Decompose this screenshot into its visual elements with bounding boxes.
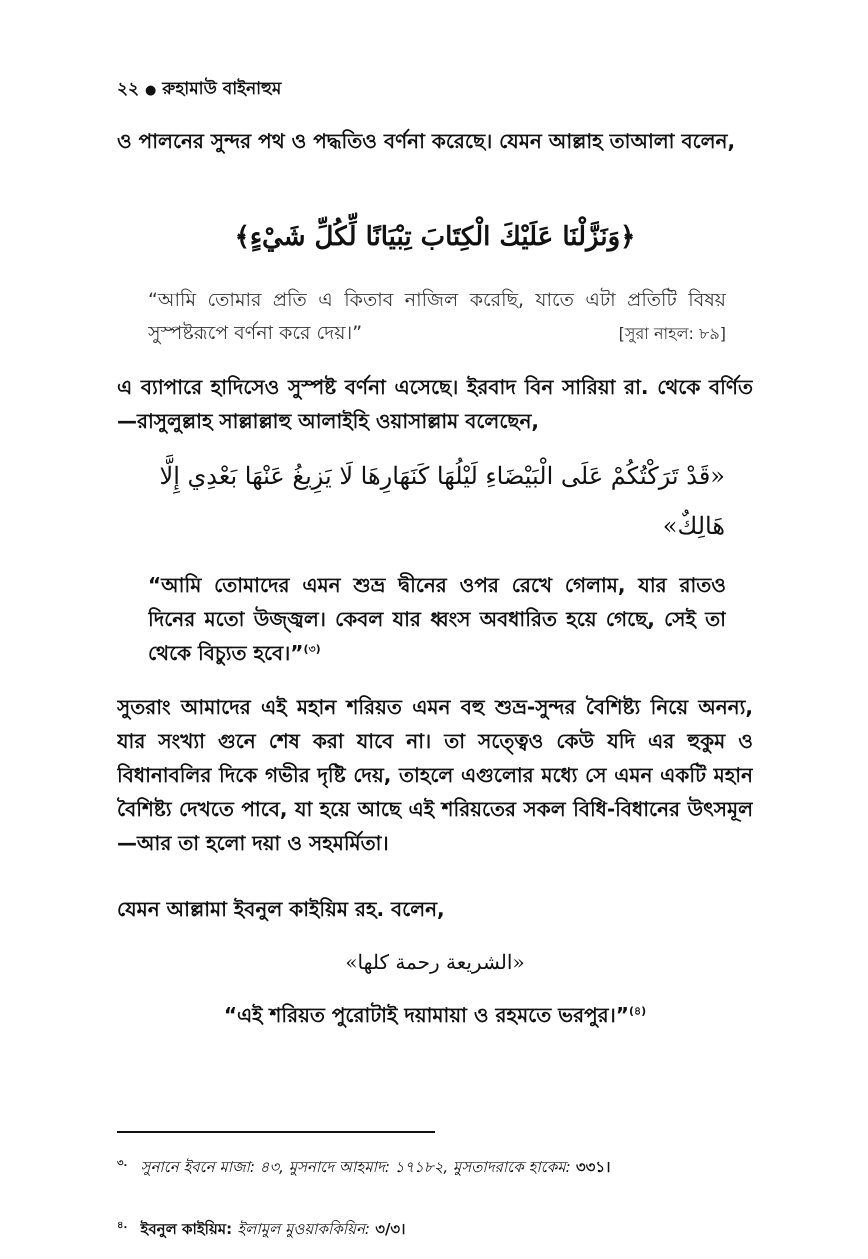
hadith-translation	[148, 568, 726, 672]
footnote-4-end: ৩/৩।	[375, 1220, 406, 1238]
quran-ayah-arabic: ﴿وَنَزَّلْنَا عَلَيْكَ الْكِتَابَ تِبْيَانًا لِّكُلِّ شَيْءٍ﴾	[234, 222, 636, 252]
footnote-divider	[117, 1131, 435, 1133]
ibn-qayyim-arabic-quote: «الشريعة رحمة كلها»	[345, 950, 525, 974]
footnote-3	[117, 1150, 753, 1208]
footnote-ref-4: (৪)	[628, 1004, 647, 1018]
footnote-4-author: ইবনুল কাইয়িম:	[140, 1220, 233, 1238]
paragraph-intro: ও পালনের সুন্দর পথ ও পদ্ধতিও বর্ণনা করেছে। যেমন আল্লাহ তাআলা বলেন,	[117, 129, 736, 153]
ayah-reference: [সুরা নাহল: ৮৯]	[618, 324, 726, 343]
footnote-3-number: ৩.	[117, 1158, 128, 1169]
ayah-translation	[148, 284, 726, 350]
paragraph-hadith-intro: এ ব্যাপারে হাদিসেও সুস্পষ্ট বর্ণনা এসেছে। ইরবাদ বিন সারিয়া রা. থেকে বর্ণিত—রাসুলুল্লাহ সাল্লাল্লাহু আলাইহি ওয়াসাল্লাম বলেছেন,	[117, 375, 753, 433]
ibn-qayyim-translation-text: “এই শরিয়ত পুরোটাই দয়ামায়া ও রহমতে ভরপুর।”	[223, 1003, 629, 1027]
running-header	[117, 76, 281, 104]
footnote-4-book: ইলামুল মুওয়াককিয়িন:	[237, 1220, 370, 1238]
ibn-qayyim-translation	[117, 998, 753, 1034]
footnote-ref-3: (৩)	[303, 642, 321, 656]
hadith-arabic-line1: «قَدْ تَرَكْتُكُمْ عَلَى الْبَيْضَاءِ لَيْلُهَا كَنَهَارِهَا لَا يَزِيغُ عَنْهَا بَعْدِي إِلَّا	[159, 462, 725, 490]
page-number: ২২	[117, 79, 140, 99]
footnote-4	[117, 1212, 753, 1242]
hadith-arabic-line2: هَالِكٌ»	[662, 512, 725, 540]
paragraph-ibn-qayyim: যেমন আল্লামা ইবনুল কাইয়িম রহ. বলেন,	[117, 897, 445, 921]
footnote-3-end: ৩৩১।	[575, 1158, 611, 1176]
footnote-3-sources: সুনানে ইবনে মাজা: ৪৩, মুসনাদে আহমাদ: ১৭১৮২, মুসতাদরাকে হাকেম:	[140, 1158, 571, 1176]
hadith-translation-text: “আমি তোমাদের এমন শুভ্র দ্বীনের ওপর রেখে গেলাম, যার রাতও দিনের মতো উজ্জ্বল। কেবল যার ধ্বংস অবধারিত হয়ে গেছে, সেই তা থেকে বিচ্যুত হবে।”	[148, 573, 726, 665]
paragraph-sharia-features: সুতরাং আমাদের এই মহান শরিয়ত এমন বহু শুভ্র-সুন্দর বৈশিষ্ট্য নিয়ে অনন্য, যার সংখ্যা গুনে শেষ করা যাবে না। তা সত্ত্বেও কেউ যদি এর হুকুম ও বিধানাবলির দিকে গভীর দৃষ্টি দেয়, তাহলে এগুলোর মধ্যে সে এমন একটি মহান বৈশিষ্ট্য দেখতে পাবে, যা হয়ে আছে এই শরিয়তের সকল বিধি-বিধানের উৎসমূল—আর তা হলো দয়া ও সহমর্মিতা।	[117, 695, 753, 855]
footnote-4-number: ৪.	[117, 1220, 128, 1231]
book-title: রুহামাউ বাইনাহুম	[162, 79, 282, 99]
ayah-translation-text: “আমি তোমার প্রতি এ কিতাব নাজিল করেছি, যাতে এটা প্রতিটি বিষয় সুস্পষ্টরূপে বর্ণনা করে দেয়।”	[148, 289, 726, 344]
header-bullet: ●	[145, 83, 157, 98]
